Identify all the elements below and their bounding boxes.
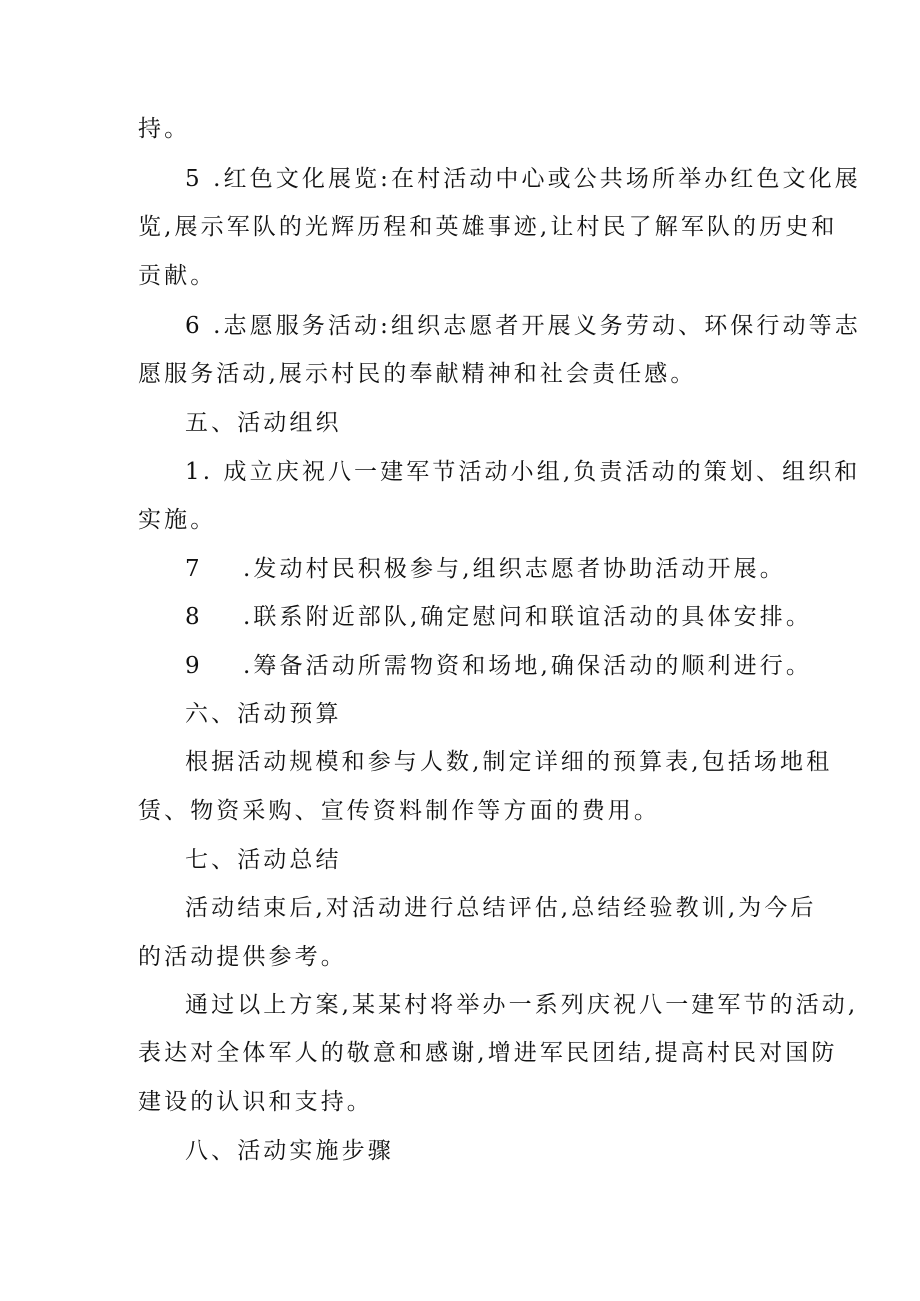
item-5-line-1: 5 .红色文化展览:在村活动中心或公共场所举办红色文化展	[185, 166, 861, 192]
org-item-7	[185, 554, 786, 584]
conclusion-line-1: 通过以上方案,某某村将举办一系列庆祝八一建军节的活动,	[185, 992, 859, 1018]
item-number: 7	[185, 556, 203, 582]
org-item-1-line-1: 1. 成立庆祝八一建军节活动小组,负责活动的策划、组织和	[185, 459, 861, 485]
section-heading-7: 七、活动总结	[185, 847, 342, 873]
item-5-line-3: 贡献。	[138, 263, 217, 289]
org-item-1-line-2: 实施。	[138, 507, 217, 533]
section-heading-5: 五、活动组织	[185, 410, 342, 436]
org-item-9	[185, 651, 812, 681]
paragraph-line: 持。	[138, 116, 191, 142]
item-5-line-2: 览,展示军队的光辉历程和英雄事迹,让村民了解军队的历史和	[138, 214, 838, 240]
org-item-8	[185, 602, 812, 632]
item-text: .筹备活动所需物资和场地,确保活动的顺利进行。	[243, 653, 812, 679]
budget-line-2: 赁、物资采购、宣传资料制作等方面的费用。	[138, 798, 660, 824]
item-number: 8	[185, 604, 203, 630]
conclusion-line-2: 表达对全体军人的敬意和感谢,增进军民团结,提高村民对国防	[138, 1040, 838, 1066]
conclusion-line-3: 建设的认识和支持。	[138, 1089, 373, 1115]
item-text: .发动村民积极参与,组织志愿者协助活动开展。	[243, 556, 786, 582]
item-6-line-2: 愿服务活动,展示村民的奉献精神和社会责任感。	[138, 361, 697, 387]
item-text: .联系附近部队,确定慰问和联谊活动的具体安排。	[243, 604, 812, 630]
summary-line-1: 活动结束后,对活动进行总结评估,总结经验教训,为今后	[185, 895, 817, 921]
budget-line-1: 根据活动规模和参与人数,制定详细的预算表,包括场地租	[185, 749, 833, 775]
summary-line-2: 的活动提供参考。	[138, 944, 347, 970]
item-6-line-1: 6 .志愿服务活动:组织志愿者开展义务劳动、环保行动等志	[185, 313, 861, 339]
section-heading-6: 六、活动预算	[185, 701, 342, 727]
item-number: 9	[185, 653, 203, 679]
section-heading-8: 八、活动实施步骤	[185, 1138, 394, 1164]
